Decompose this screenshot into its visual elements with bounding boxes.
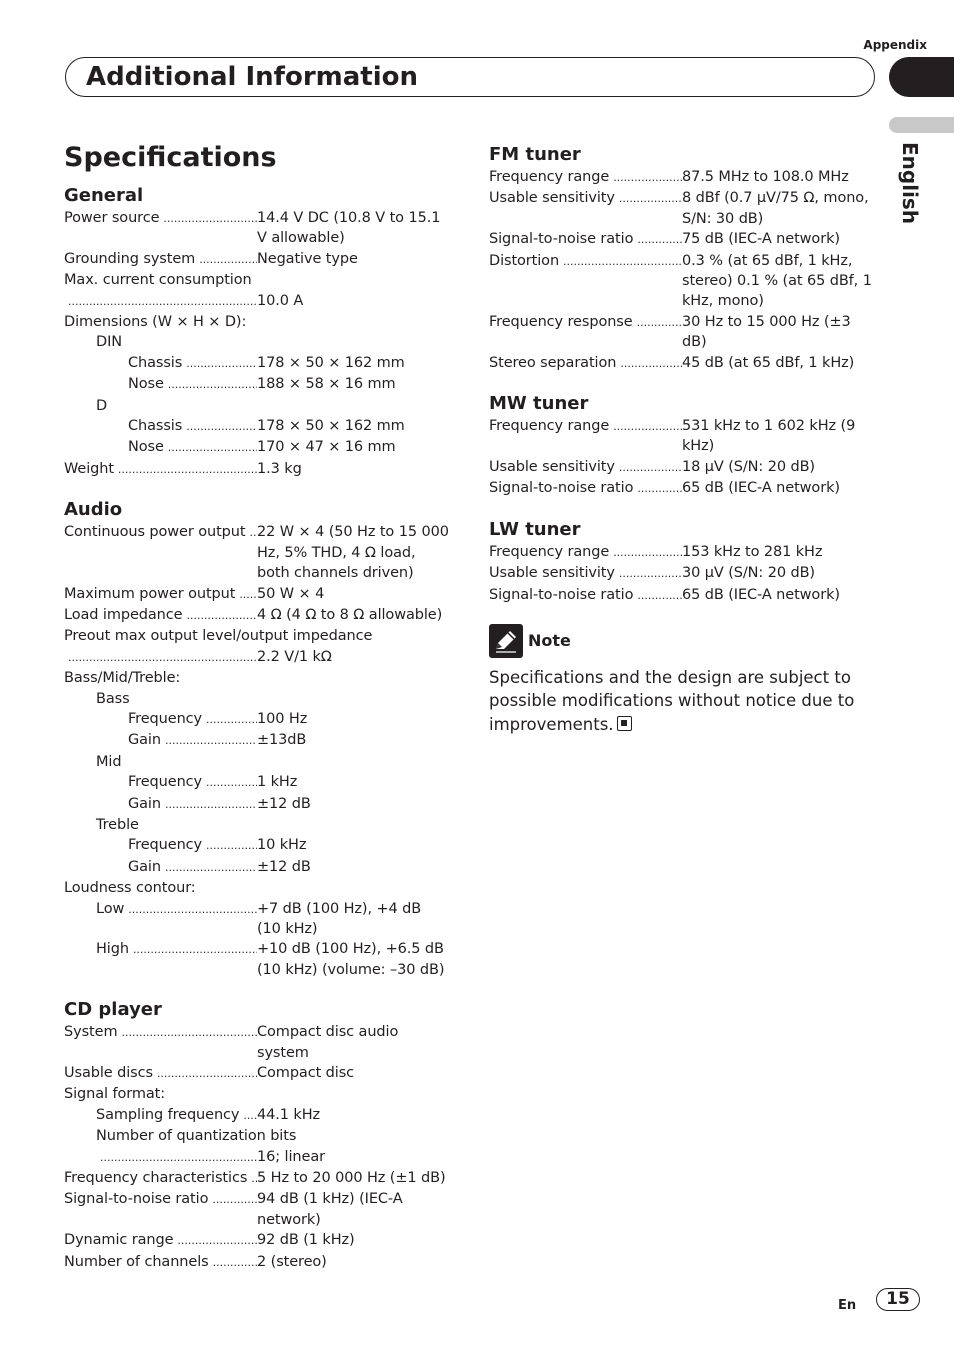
spec-label-text: Gain bbox=[128, 732, 161, 749]
spec-row bbox=[64, 1230, 449, 1251]
spec-value: Negative type bbox=[257, 250, 358, 267]
chapter-tab-marker bbox=[889, 57, 954, 97]
cd-player-spec-list bbox=[64, 1022, 449, 1273]
dot-leader bbox=[616, 353, 682, 374]
footer-language: En bbox=[838, 1298, 857, 1313]
spec-label bbox=[64, 835, 257, 856]
spec-value: 94 dB (1 kHz) (IEC-A network) bbox=[257, 1191, 403, 1228]
dot-leader bbox=[633, 229, 682, 250]
spec-label bbox=[64, 1022, 257, 1063]
spec-subheading: Number of quantization bits bbox=[96, 1128, 297, 1145]
spec-label bbox=[64, 584, 257, 605]
spec-row bbox=[489, 188, 874, 229]
spec-value: 1 kHz bbox=[257, 774, 298, 791]
dot-leader bbox=[182, 605, 257, 626]
spec-row bbox=[64, 772, 449, 793]
general-spec-list bbox=[64, 208, 449, 480]
spec-label bbox=[64, 249, 257, 270]
spec-label-text: Dynamic range bbox=[64, 1232, 174, 1249]
dot-leader bbox=[615, 188, 682, 229]
spec-label bbox=[64, 208, 257, 249]
spec-value: 87.5 MHz to 108.0 MHz bbox=[682, 169, 849, 185]
spec-label-text: Nose bbox=[128, 439, 164, 456]
dot-leader bbox=[173, 1230, 257, 1251]
spec-subheading: Signal format: bbox=[64, 1086, 166, 1103]
spec-row bbox=[489, 457, 874, 478]
spec-label bbox=[64, 709, 257, 730]
dot-leader bbox=[96, 1147, 257, 1168]
spec-label-text: Usable sensitivity bbox=[489, 565, 615, 582]
spec-row bbox=[489, 353, 874, 374]
spec-label bbox=[64, 647, 257, 668]
spec-subheading: Dimensions (W × H × D): bbox=[64, 314, 247, 331]
language-label: English bbox=[898, 142, 922, 225]
spec-row bbox=[489, 251, 874, 312]
dot-leader bbox=[161, 794, 257, 815]
spec-value: 92 dB (1 kHz) bbox=[257, 1232, 355, 1249]
dot-leader bbox=[153, 1063, 257, 1084]
spec-label bbox=[64, 437, 257, 458]
spec-label bbox=[64, 1105, 257, 1126]
spec-label bbox=[64, 291, 257, 312]
spec-row bbox=[64, 605, 449, 626]
spec-label-text: Usable sensitivity bbox=[489, 458, 615, 475]
spec-label-text: Frequency bbox=[128, 774, 203, 791]
spec-value: Compact disc bbox=[257, 1065, 355, 1082]
spec-value: 178 × 50 × 162 mm bbox=[257, 354, 405, 371]
spec-label bbox=[64, 1189, 257, 1230]
spec-value: 2 (stereo) bbox=[257, 1253, 327, 1270]
spec-label bbox=[64, 374, 257, 395]
fm-tuner-title: FM tuner bbox=[489, 144, 581, 165]
spec-subheading: Treble bbox=[96, 816, 139, 833]
spec-row bbox=[489, 478, 874, 499]
spec-value: 30 µV (S/N: 20 dB) bbox=[682, 565, 815, 582]
spec-label bbox=[64, 899, 257, 940]
spec-row bbox=[64, 939, 449, 980]
spec-row bbox=[64, 794, 449, 815]
spec-row bbox=[489, 416, 874, 457]
right-column bbox=[489, 143, 874, 736]
spec-label-text: Weight bbox=[64, 460, 114, 477]
dot-leader bbox=[114, 459, 257, 480]
spec-row bbox=[489, 229, 874, 250]
dot-leader bbox=[164, 374, 257, 395]
spec-value: 100 Hz bbox=[257, 710, 308, 727]
spec-label-text: Frequency bbox=[128, 837, 203, 854]
spec-label bbox=[64, 730, 257, 751]
dot-leader bbox=[64, 647, 257, 668]
spec-label-text: High bbox=[96, 941, 129, 958]
mw-tuner-title: MW tuner bbox=[489, 393, 589, 415]
spec-value: ±12 dB bbox=[257, 858, 311, 875]
spec-label-text: Continuous power output bbox=[64, 524, 246, 541]
spec-label-text: Chassis bbox=[128, 354, 183, 371]
spec-label bbox=[64, 1147, 257, 1168]
spec-value: 44.1 kHz bbox=[257, 1106, 321, 1123]
spec-label-text: Signal-to-noise ratio bbox=[489, 480, 634, 497]
spec-value: 188 × 58 × 16 mm bbox=[257, 376, 396, 393]
spec-label bbox=[489, 188, 682, 229]
spec-row bbox=[489, 312, 874, 353]
spec-label bbox=[489, 167, 682, 188]
spec-label-text: Distortion bbox=[489, 252, 560, 269]
dot-leader bbox=[209, 1252, 257, 1273]
spec-label bbox=[64, 772, 257, 793]
spec-row bbox=[64, 730, 449, 751]
spec-value: 4 Ω (4 Ω to 8 Ω allowable) bbox=[257, 606, 443, 623]
spec-label bbox=[64, 416, 257, 437]
spec-label bbox=[489, 585, 682, 606]
spec-value: 65 dB (IEC-A network) bbox=[682, 480, 840, 497]
spec-label bbox=[64, 1230, 257, 1251]
section-header-title: Additional Information bbox=[86, 62, 419, 92]
audio-spec-list bbox=[64, 522, 449, 980]
dot-leader bbox=[633, 585, 682, 606]
section-header bbox=[65, 57, 875, 97]
spec-value: 1.3 kg bbox=[257, 460, 302, 477]
note-text-body: Specifications and the design are subject to possible modifications without notice due to improvements. bbox=[489, 667, 855, 734]
dot-leader bbox=[64, 291, 257, 312]
dot-leader bbox=[202, 835, 257, 856]
spec-label bbox=[64, 1252, 257, 1273]
spec-value: 10.0 A bbox=[257, 292, 304, 309]
spec-value: ±13dB bbox=[257, 732, 307, 749]
spec-row bbox=[64, 857, 449, 878]
spec-label-text: Signal-to-noise ratio bbox=[64, 1191, 209, 1208]
spec-label-text: Grounding system bbox=[64, 250, 196, 267]
spec-value: 45 dB (at 65 dBf, 1 kHz) bbox=[682, 354, 855, 371]
spec-label-text: Frequency characteristics bbox=[64, 1170, 248, 1187]
dot-leader bbox=[615, 457, 682, 478]
end-mark-icon bbox=[617, 716, 632, 731]
spec-row bbox=[64, 899, 449, 940]
spec-label-text: Maximum power output bbox=[64, 585, 236, 602]
spec-label bbox=[489, 542, 682, 563]
spec-label-text: Frequency bbox=[128, 710, 203, 727]
spec-label-text: Nose bbox=[128, 376, 164, 393]
spec-row bbox=[64, 1022, 449, 1063]
spec-row bbox=[64, 1189, 449, 1230]
dot-leader bbox=[161, 730, 257, 751]
spec-value: 170 × 47 × 16 mm bbox=[257, 439, 396, 456]
spec-row bbox=[64, 249, 449, 270]
spec-row bbox=[64, 1063, 449, 1084]
dot-leader bbox=[615, 563, 682, 584]
spec-value: 18 µV (S/N: 20 dB) bbox=[682, 458, 815, 475]
note-header bbox=[489, 624, 874, 658]
spec-label bbox=[64, 794, 257, 815]
spec-value: 0.3 % (at 65 dBf, 1 kHz, stereo) 0.1 % (at 65 dBf, 1 kHz, mono) bbox=[682, 252, 872, 310]
spec-row bbox=[64, 1168, 449, 1189]
spec-value: 50 W × 4 bbox=[257, 585, 325, 602]
dot-leader bbox=[633, 478, 682, 499]
spec-label bbox=[489, 353, 682, 374]
dot-leader bbox=[245, 522, 257, 583]
spec-subheading: Mid bbox=[96, 753, 122, 770]
spec-label bbox=[64, 459, 257, 480]
spec-label-text: Frequency range bbox=[489, 169, 610, 185]
spec-row bbox=[64, 709, 449, 730]
appendix-label: Appendix bbox=[863, 38, 927, 52]
spec-label-text: Frequency range bbox=[489, 543, 610, 560]
spec-value: 16; linear bbox=[257, 1148, 325, 1165]
spec-row bbox=[64, 1252, 449, 1273]
spec-label bbox=[64, 522, 257, 583]
spec-subheading: D bbox=[96, 397, 108, 414]
spec-row bbox=[64, 416, 449, 437]
dot-leader bbox=[235, 584, 257, 605]
cd-player-title: CD player bbox=[64, 999, 162, 1021]
spec-row bbox=[64, 1147, 449, 1168]
spec-label bbox=[64, 1063, 257, 1084]
spec-row bbox=[64, 208, 449, 249]
dot-leader bbox=[161, 857, 257, 878]
spec-row bbox=[64, 291, 449, 312]
dot-leader bbox=[129, 939, 257, 980]
spec-subheading: Bass/Mid/Treble: bbox=[64, 670, 181, 687]
spec-row bbox=[64, 522, 449, 583]
note-title: Note bbox=[528, 631, 571, 651]
spec-subheading: DIN bbox=[96, 334, 122, 351]
spec-label-text: Chassis bbox=[128, 418, 183, 435]
spec-row bbox=[489, 585, 874, 606]
dot-leader bbox=[159, 208, 257, 249]
spec-label bbox=[489, 478, 682, 499]
spec-subheading: Preout max output level/output impedance bbox=[64, 628, 373, 645]
spec-value: +10 dB (100 Hz), +6.5 dB (10 kHz) (volume: –30 dB) bbox=[257, 941, 445, 978]
spec-subheading: Bass bbox=[96, 690, 130, 707]
spec-value: +7 dB (100 Hz), +4 dB (10 kHz) bbox=[257, 900, 422, 937]
spec-label-text: Frequency response bbox=[489, 313, 633, 330]
spec-row bbox=[64, 1105, 449, 1126]
spec-row bbox=[64, 374, 449, 395]
spec-value: Compact disc audio system bbox=[257, 1024, 399, 1061]
spec-value: ±12 dB bbox=[257, 795, 311, 812]
language-tab-marker bbox=[889, 117, 954, 133]
spec-value: 8 dBf (0.7 µV/75 Ω, mono, S/N: 30 dB) bbox=[682, 190, 869, 227]
dot-leader bbox=[182, 353, 257, 374]
spec-label bbox=[64, 939, 257, 980]
spec-label-text: Signal-to-noise ratio bbox=[489, 231, 634, 248]
audio-title: Audio bbox=[64, 499, 123, 521]
spec-subheading: Loudness contour: bbox=[64, 880, 196, 897]
spec-value: 14.4 V DC (10.8 V to 15.1 V allowable) bbox=[257, 210, 441, 247]
spec-label-text: Low bbox=[96, 900, 125, 917]
spec-label bbox=[489, 251, 682, 312]
spec-label-text: Stereo separation bbox=[489, 354, 617, 371]
pencil-note-icon bbox=[489, 624, 523, 658]
spec-label-text: Frequency range bbox=[489, 418, 610, 435]
spec-value: 531 kHz to 1 602 kHz (9 kHz) bbox=[682, 418, 856, 455]
spec-subheading: Max. current consumption bbox=[64, 272, 252, 289]
spec-label bbox=[489, 312, 682, 353]
spec-row bbox=[489, 563, 874, 584]
page-number: 15 bbox=[876, 1288, 920, 1311]
spec-label-text: System bbox=[64, 1024, 118, 1041]
spec-label bbox=[64, 353, 257, 374]
spec-label bbox=[489, 416, 682, 457]
spec-label-text: Power source bbox=[64, 210, 160, 226]
mw-tuner-spec-list bbox=[489, 416, 874, 500]
spec-row bbox=[489, 167, 874, 188]
lw-tuner-spec-list bbox=[489, 542, 874, 606]
spec-value: 153 kHz to 281 kHz bbox=[682, 543, 823, 560]
note-text bbox=[489, 666, 874, 737]
spec-value: 22 W × 4 (50 Hz to 15 000 Hz, 5% THD, 4 Ω load, both channels driven) bbox=[257, 524, 449, 582]
spec-label bbox=[489, 229, 682, 250]
dot-leader bbox=[182, 416, 257, 437]
left-column bbox=[64, 184, 449, 1291]
dot-leader bbox=[247, 1168, 257, 1189]
dot-leader bbox=[609, 416, 682, 457]
spec-label-text: Gain bbox=[128, 858, 161, 875]
dot-leader bbox=[124, 899, 257, 940]
spec-value: 75 dB (IEC-A network) bbox=[682, 231, 840, 248]
spec-row bbox=[64, 353, 449, 374]
dot-leader bbox=[202, 709, 257, 730]
spec-row bbox=[64, 584, 449, 605]
dot-leader bbox=[208, 1189, 257, 1230]
spec-row bbox=[64, 647, 449, 668]
spec-value: 10 kHz bbox=[257, 837, 307, 854]
spec-value: 30 Hz to 15 000 Hz (±3 dB) bbox=[682, 313, 851, 351]
spec-label bbox=[64, 857, 257, 878]
spec-label bbox=[489, 563, 682, 584]
fm-tuner-spec-list bbox=[489, 167, 874, 374]
spec-label bbox=[64, 1168, 257, 1189]
spec-label-text: Signal-to-noise ratio bbox=[489, 586, 634, 603]
spec-row bbox=[64, 437, 449, 458]
dot-leader bbox=[609, 167, 682, 188]
spec-label-text: Load impedance bbox=[64, 606, 183, 623]
spec-value: 65 dB (IEC-A network) bbox=[682, 586, 840, 603]
spec-value: 178 × 50 × 162 mm bbox=[257, 418, 405, 435]
lw-tuner-title: LW tuner bbox=[489, 518, 581, 540]
spec-label-text: Sampling frequency bbox=[96, 1106, 240, 1123]
spec-label-text: Usable discs bbox=[64, 1065, 153, 1082]
dot-leader bbox=[117, 1022, 257, 1063]
spec-label bbox=[64, 605, 257, 626]
dot-leader bbox=[164, 437, 257, 458]
spec-row bbox=[64, 835, 449, 856]
spec-label-text: Usable sensitivity bbox=[489, 190, 615, 207]
spec-row bbox=[64, 459, 449, 480]
dot-leader bbox=[633, 312, 682, 353]
spec-label-text: Gain bbox=[128, 795, 161, 812]
dot-leader bbox=[195, 249, 257, 270]
spec-row bbox=[489, 542, 874, 563]
dot-leader bbox=[239, 1105, 257, 1126]
general-title: General bbox=[64, 185, 144, 206]
spec-label bbox=[489, 457, 682, 478]
dot-leader bbox=[609, 542, 682, 563]
dot-leader bbox=[559, 251, 682, 312]
spec-value: 2.2 V/1 kΩ bbox=[257, 648, 332, 665]
spec-label-text: Number of channels bbox=[64, 1253, 209, 1270]
spec-value: 5 Hz to 20 000 Hz (±1 dB) bbox=[257, 1170, 446, 1187]
page-title: Specifications bbox=[64, 142, 277, 173]
dot-leader bbox=[202, 772, 257, 793]
